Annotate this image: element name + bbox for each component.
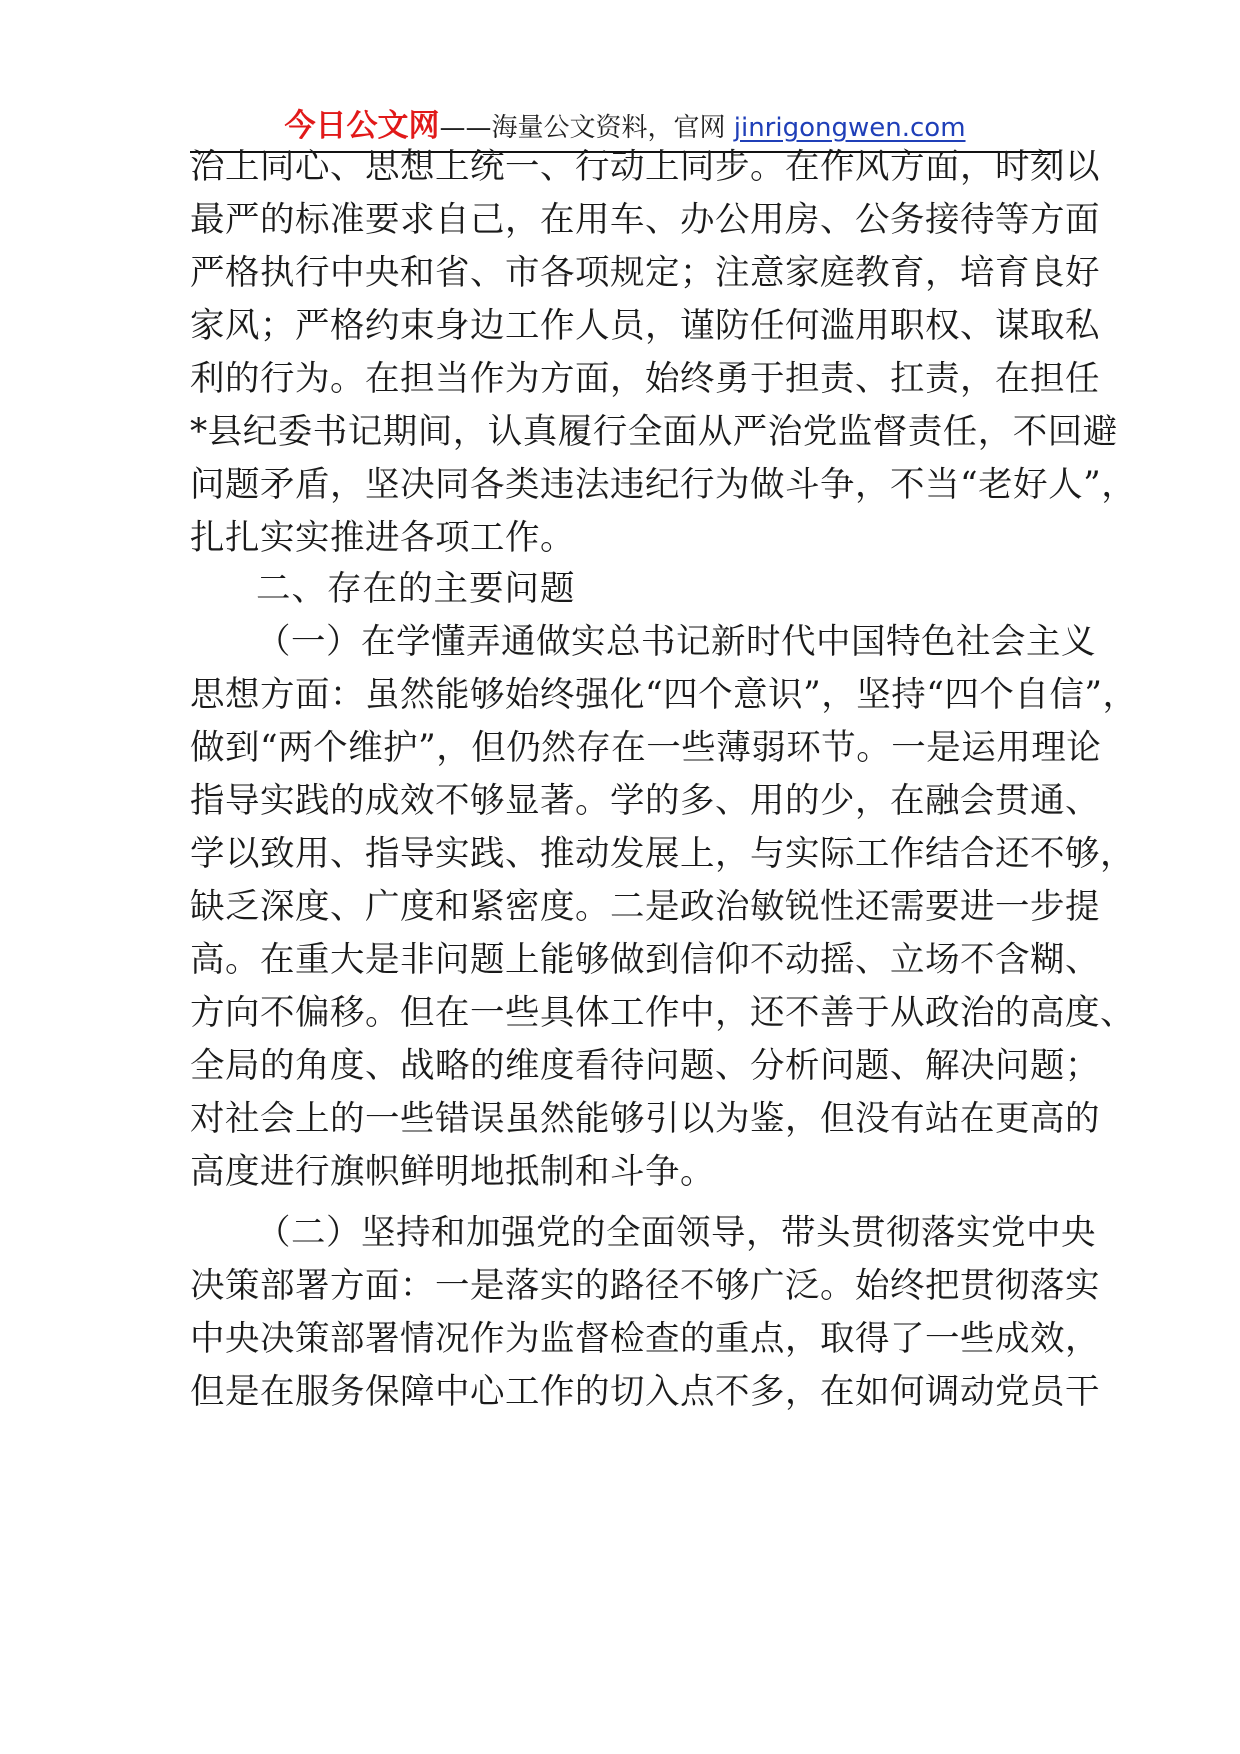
paragraph-line: 做到“两个维护”，但仍然存在一些薄弱环节。一是运用理论 — [190, 728, 1102, 768]
site-url-link[interactable]: jinrigongwen.com — [733, 113, 966, 143]
paragraph-line: 但是在服务保障中心工作的切入点不多，在如何调动党员干 — [190, 1372, 1100, 1412]
paragraph-line: 最严的标准要求自己，在用车、办公用房、公务接待等方面 — [190, 200, 1100, 240]
paragraph-line: 对社会上的一些错误虽然能够引以为鉴，但没有站在更高的 — [190, 1099, 1100, 1139]
paragraph-line: *县纪委书记期间，认真履行全面从严治党监督责任，不回避 — [190, 412, 1118, 452]
paragraph-line: 指导实践的成效不够显著。学的多、用的少，在融会贯通、 — [190, 781, 1100, 821]
paragraph-line: 利的行为。在担当作为方面，始终勇于担责、扛责，在担任 — [190, 359, 1100, 399]
paragraph-line: （二）坚持和加强党的全面领导，带头贯彻落实党中央 — [256, 1213, 1096, 1253]
paragraph-line: 扎扎实实推进各项工作。 — [190, 518, 575, 558]
paragraph-line: 思想方面：虽然能够始终强化“四个意识”，坚持“四个自信”， — [190, 675, 1138, 715]
paragraph-line: 治上同心、思想上统一、行动上同步。在作风方面，时刻以 — [190, 147, 1100, 187]
paragraph-line: 决策部署方面：一是落实的路径不够广泛。始终把贯彻落实 — [190, 1266, 1100, 1306]
paragraph-line: （一）在学懂弄通做实总书记新时代中国特色社会主义 — [256, 622, 1096, 662]
paragraph-line: 严格执行中央和省、市各项规定；注意家庭教育，培育良好 — [190, 253, 1100, 293]
paragraph-line: 家风；严格约束身边工作人员，谨防任何滥用职权、谋取私 — [190, 306, 1100, 346]
paragraph-line: 学以致用、指导实践、推动发展上，与实际工作结合还不够， — [190, 834, 1135, 874]
paragraph-line: 全局的角度、战略的维度看待问题、分析问题、解决问题； — [190, 1046, 1100, 1086]
paragraph-line: 高度进行旗帜鲜明地抵制和斗争。 — [190, 1152, 715, 1192]
site-tagline: ——海量公文资料，官网 — [439, 113, 734, 143]
section-heading: 二、存在的主要问题 — [256, 569, 576, 609]
paragraph-line: 高。在重大是非问题上能够做到信仰不动摇、立场不含糊、 — [190, 940, 1100, 980]
paragraph-line: 缺乏深度、广度和紧密度。二是政治敏锐性还需要进一步提 — [190, 887, 1100, 927]
paragraph-line: 问题矛盾，坚决同各类违法违纪行为做斗争，不当“老好人”， — [190, 465, 1137, 505]
site-brand: 今日公文网 — [284, 108, 440, 144]
paragraph-line: 中央决策部署情况作为监督检查的重点，取得了一些成效， — [190, 1319, 1100, 1359]
paragraph-line: 方向不偏移。但在一些具体工作中，还不善于从政治的高度、 — [190, 993, 1135, 1033]
